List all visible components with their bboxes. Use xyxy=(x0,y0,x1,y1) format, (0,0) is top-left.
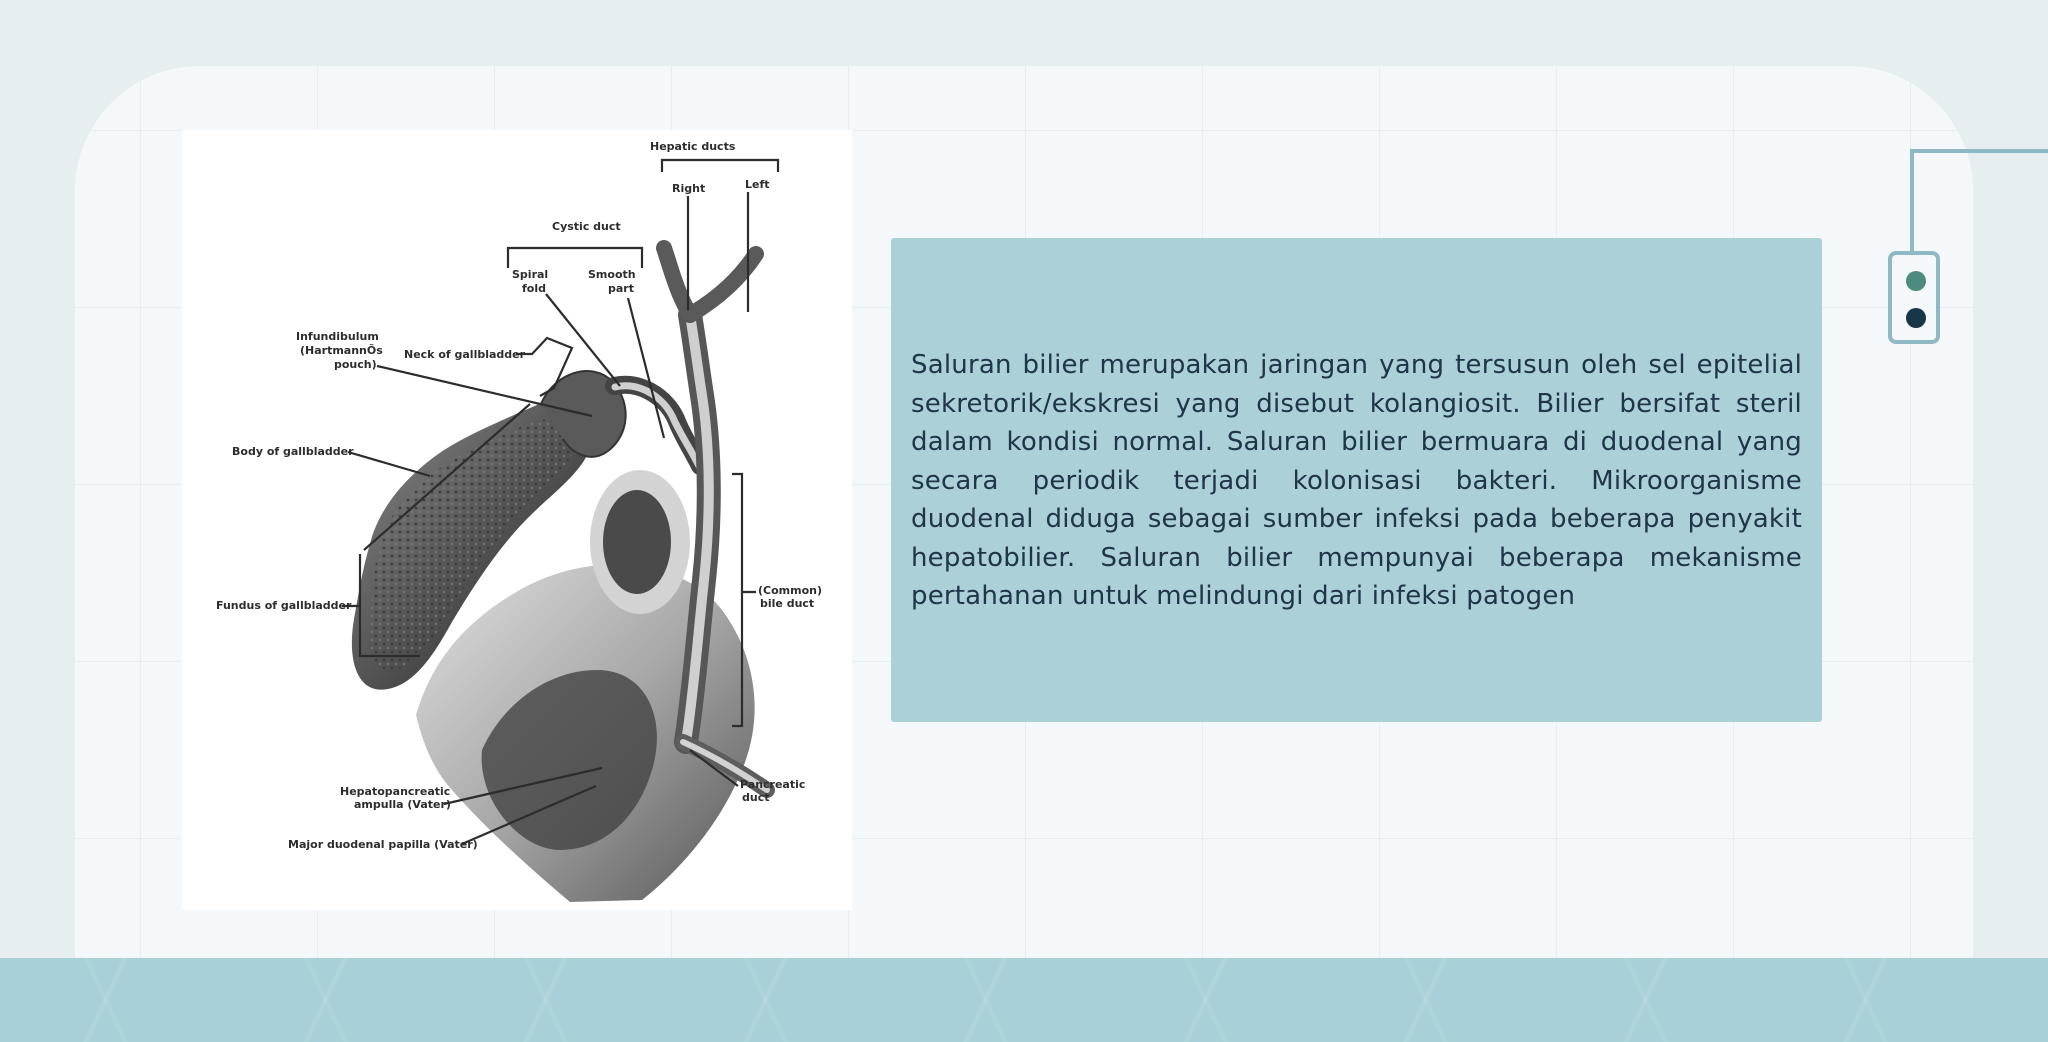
body-gallbladder-label: Body of gallbladder xyxy=(232,445,354,458)
gallbladder-anatomy-illustration xyxy=(182,130,852,910)
spiral-fold-label-1: Spiral xyxy=(512,268,549,281)
pancreatic-duct-label-1: Pancreatic xyxy=(740,778,806,791)
description-box xyxy=(891,238,1822,722)
smooth-part-label-1: Smooth xyxy=(588,268,636,281)
spiral-fold-label-2: fold xyxy=(522,282,546,295)
fundus-gallbladder-label: Fundus of gallbladder xyxy=(216,599,352,612)
slide-dot-1[interactable] xyxy=(1906,271,1926,291)
infundibulum-label-2: (HartmannÕs xyxy=(300,344,383,357)
duodenum-cross-section-inner xyxy=(603,490,671,594)
top-right-connector xyxy=(1910,149,2048,252)
common-bile-duct-label-2: bile duct xyxy=(760,597,815,610)
neck-gallbladder-label: Neck of gallbladder xyxy=(404,348,526,361)
major-papilla-label: Major duodenal papilla (Vater) xyxy=(288,838,478,851)
right-hepatic-label: Right xyxy=(672,182,706,195)
infundibulum-label-1: Infundibulum xyxy=(296,330,379,343)
bottom-decorative-band xyxy=(0,958,2048,1042)
gallbladder-anatomy-figure xyxy=(182,130,852,910)
hepatopancreatic-label-2: ampulla (Vater) xyxy=(354,798,451,811)
pancreatic-duct-label-2: duct xyxy=(742,791,770,804)
hepatopancreatic-label-1: Hepatopancreatic xyxy=(340,785,451,798)
infundibulum-label-3: pouch) xyxy=(334,358,377,371)
description-paragraph: Saluran bilier merupakan jaringan yang tersusun oleh sel epitelial sekretorik/ekskresi yang disebut kolangiosit. Bilier bersifat steril dalam kondisi normal. Saluran bilier bermuara di duodenal yang secara periodik terjadi kolonisasi bakteri. Mikroorganisme duodenal diduga sebagai sumber infeksi pada beberapa penyakit hepatobilier. Saluran bilier mempunyai beberapa mekanisme pertahanan untuk melindungi dari infeksi patogen xyxy=(911,350,1802,611)
left-hepatic-label: Left xyxy=(745,178,770,191)
smooth-part-label-2: part xyxy=(608,282,634,295)
cystic-duct-label: Cystic duct xyxy=(552,220,621,233)
hepatic-ducts-label: Hepatic ducts xyxy=(650,140,736,153)
common-bile-duct-label-1: (Common) xyxy=(758,584,822,597)
slide-indicator-control[interactable] xyxy=(1888,251,1940,344)
slide-dot-2[interactable] xyxy=(1906,308,1926,328)
